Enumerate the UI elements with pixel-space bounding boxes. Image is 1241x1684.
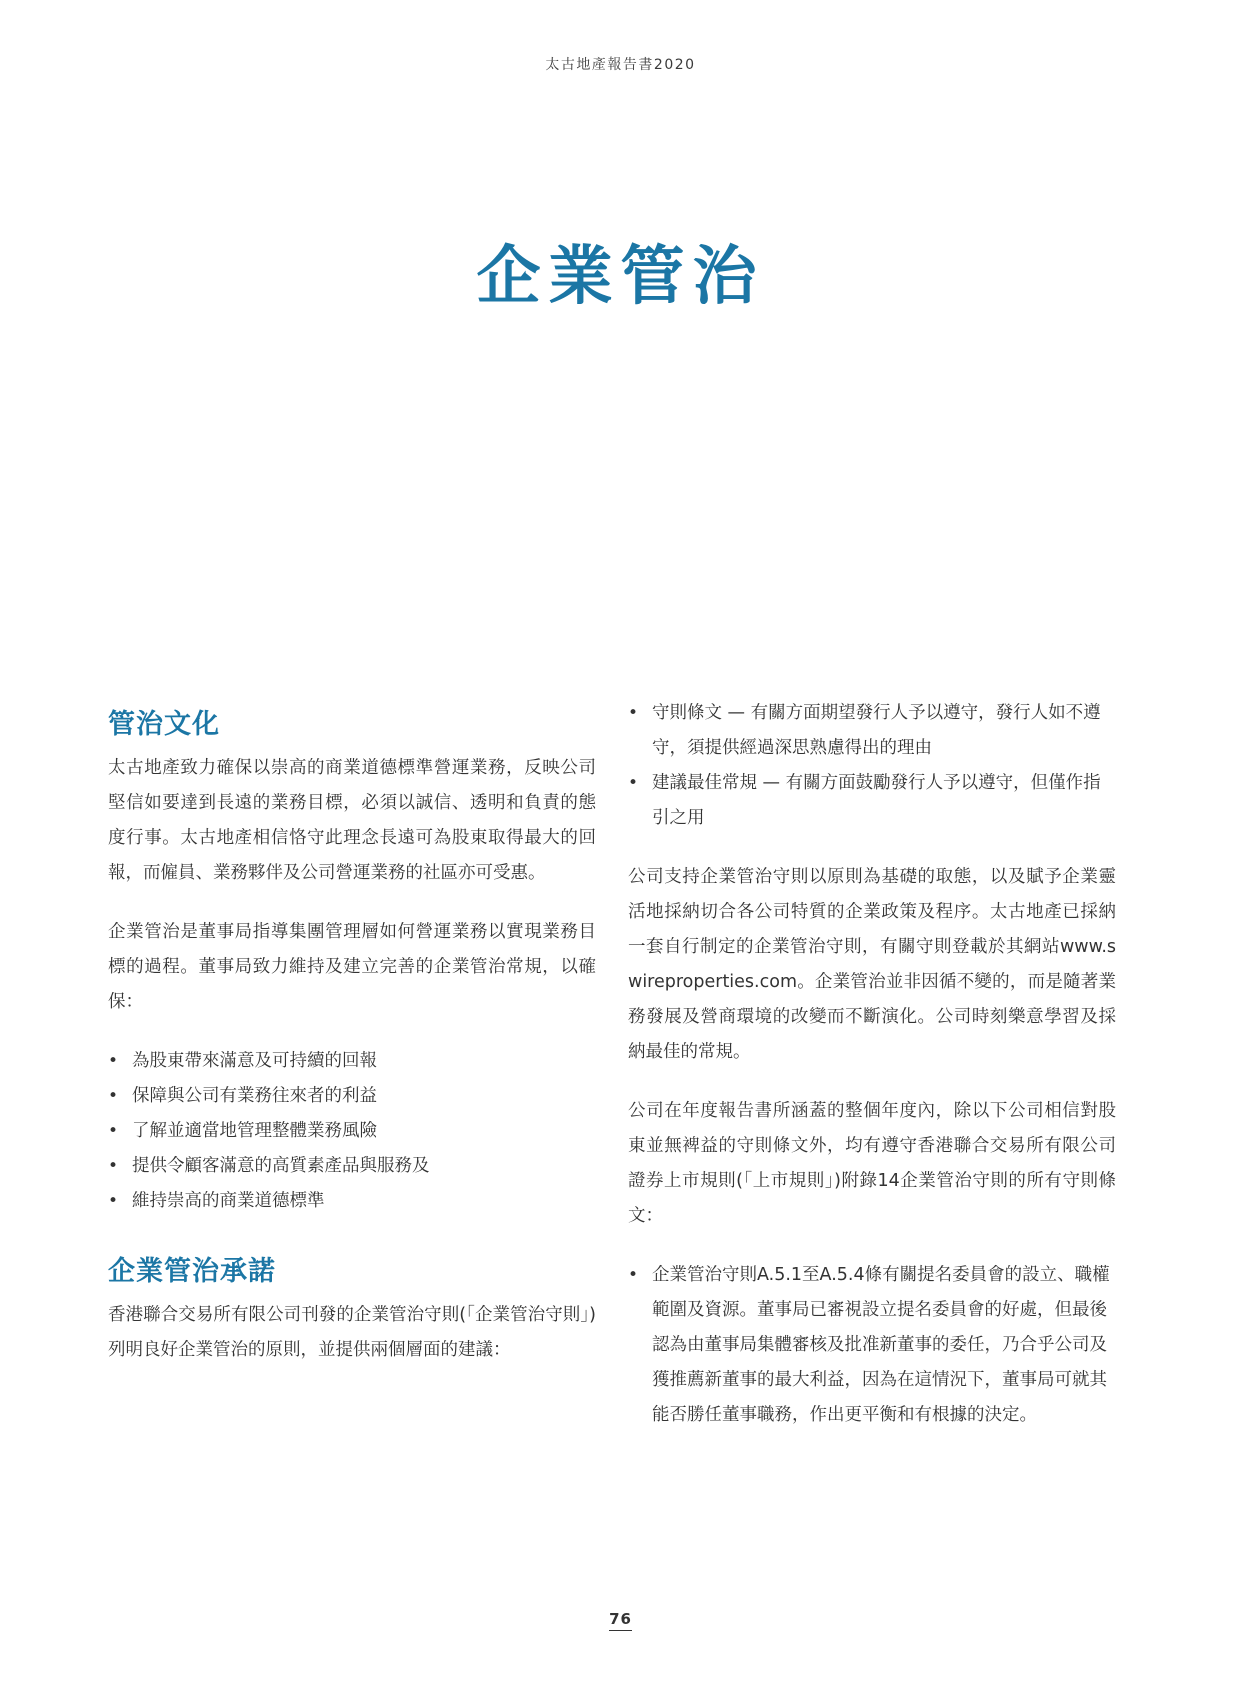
- left-column: [108, 702, 596, 1392]
- list-item: [108, 1149, 596, 1184]
- list-item: [108, 1044, 596, 1079]
- bullet-icon: •: [108, 1156, 119, 1176]
- bullet-icon: •: [108, 1086, 119, 1106]
- culture-paragraph-1: 太古地產致力確保以崇高的商業道德標準營運業務，反映公司堅信如要達到長遠的業務目標，必須以誠信、透明和負責的態度行事。太古地產相信恪守此理念長遠可為股東取得最大的回報，而僱員、業務夥伴及公司營運業務的社區亦可受惠。: [108, 758, 596, 883]
- exceptions-list: [628, 1258, 1116, 1433]
- commitment-heading: 企業管治承諾: [108, 1256, 276, 1287]
- list-item-text: 了解並適當地管理整體業務風險: [132, 1121, 377, 1141]
- page-title: 企業管治: [476, 240, 765, 314]
- list-item-text: 建議最佳常規 — 有關方面鼓勵發行人予以遵守，但僅作指引之用: [652, 773, 1101, 828]
- levels-list: [628, 696, 1116, 836]
- compliance-paragraph: 公司在年度報告書所涵蓋的整個年度內，除以下公司相信對股東並無裨益的守則條文外，均有遵守香港聯合交易所有限公司證券上市規則(「上市規則」)附錄14企業管治守則的所有守則條文：: [628, 1101, 1116, 1226]
- list-item-text: 維持崇高的商業道德標準: [132, 1191, 325, 1211]
- approach-paragraph: 公司支持企業管治守則以原則為基礎的取態，以及賦予企業靈活地採納切合各公司特質的企業政策及程序。太古地產已採納一套自行制定的企業管治守則，有關守則登載於其網站www.swireproperties.com。企業管治並非因循不變的，而是隨著業務發展及營商環境的改變而不斷演化。公司時刻樂意學習及採納最佳的常規。: [628, 867, 1116, 1062]
- bullet-icon: •: [628, 703, 639, 723]
- list-item: [628, 696, 1116, 766]
- right-column: [628, 702, 1116, 1457]
- bullet-icon: •: [108, 1121, 119, 1141]
- goals-list: [108, 1044, 596, 1219]
- list-item: [108, 1079, 596, 1114]
- list-item: [628, 766, 1116, 836]
- list-item-text: 守則條文 — 有關方面期望發行人予以遵守，發行人如不遵守，須提供經過深思熟慮得出的理由: [652, 703, 1101, 758]
- running-header: 太古地產報告書2020: [545, 57, 696, 73]
- page-number-text: 76: [609, 1610, 632, 1631]
- commitment-paragraph: 香港聯合交易所有限公司刊發的企業管治守則(「企業管治守則」)列明良好企業管治的原則，並提供兩個層面的建議：: [108, 1305, 596, 1360]
- list-item-text: 提供令顧客滿意的高質素產品與服務及: [132, 1156, 430, 1176]
- culture-paragraph-2: 企業管治是董事局指導集團管理層如何營運業務以實現業務目標的過程。董事局致力維持及建立完善的企業管治常規，以確保：: [108, 922, 596, 1012]
- list-item: [108, 1184, 596, 1219]
- bullet-icon: •: [108, 1191, 119, 1211]
- list-item-text: 企業管治守則A.5.1至A.5.4條有關提名委員會的設立、職權範圍及資源。董事局已審視設立提名委員會的好處，但最後認為由董事局集體審核及批准新董事的委任，乃合乎公司及獲推薦新董事的最大利益，因為在這情況下，董事局可就其能否勝任董事職務，作出更平衡和有根據的決定。: [652, 1265, 1110, 1425]
- list-item: [628, 1258, 1116, 1433]
- bullet-icon: •: [628, 1265, 639, 1285]
- list-item-text: 為股東帶來滿意及可持續的回報: [132, 1051, 377, 1071]
- list-item: [108, 1114, 596, 1149]
- bullet-icon: •: [108, 1051, 119, 1071]
- page-number: [0, 1610, 1241, 1631]
- bullet-icon: •: [628, 773, 639, 793]
- culture-heading: 管治文化: [108, 709, 220, 740]
- list-item-text: 保障與公司有業務往來者的利益: [132, 1086, 377, 1106]
